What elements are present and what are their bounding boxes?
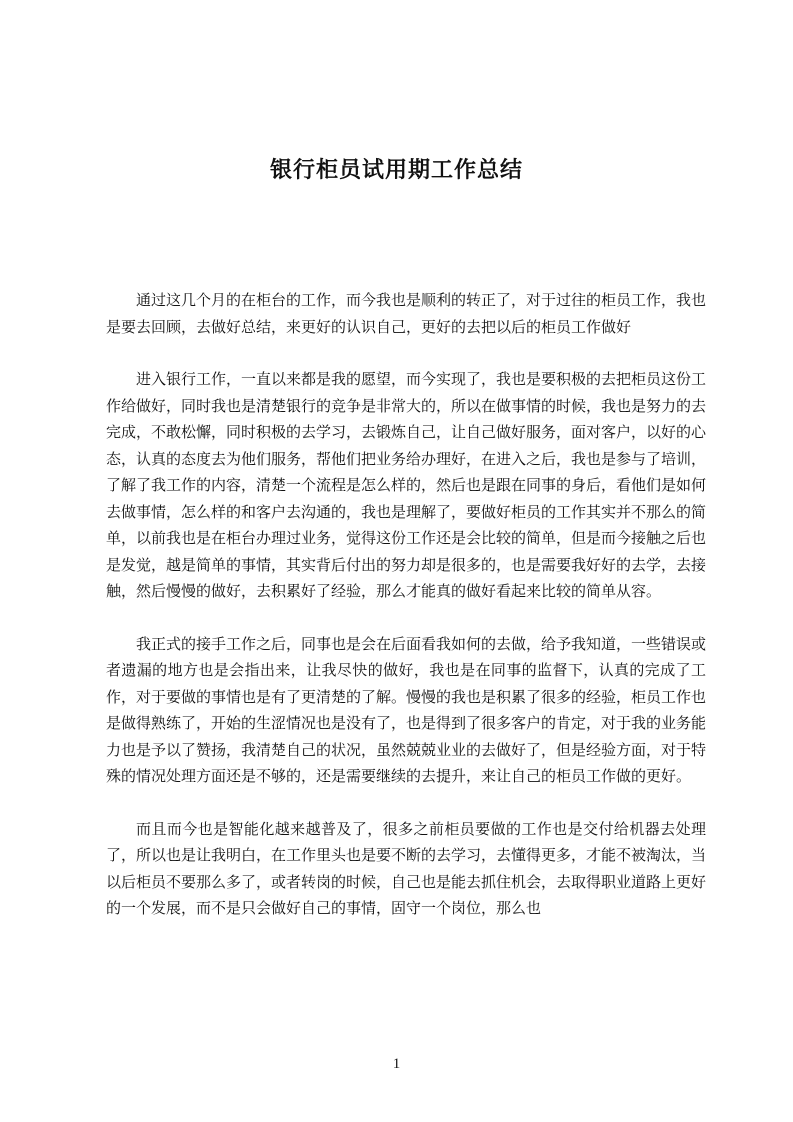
paragraph-intro: 通过这几个月的在柜台的工作，而今我也是顺利的转正了，对于过往的柜员工作，我也是要去回顾，去做好总结，来更好的认识自己，更好的去把以后的柜员工作做好 <box>106 291 707 336</box>
document-body <box>106 287 706 948</box>
paragraph-intelligentization: 而且而今也是智能化越来越普及了，很多之前柜员要做的工作也是交付给机器去处理了，所以也是让我明白，在工作里头也是要不断的去学习，去懂得更多，才能不被淘汰，当以后柜员不要那么多了，或者转岗的时候，自己也是能去抓住机会，去取得职业道路上更好的一个发展，而不是只会做好自己的事情，固守一个岗位，那么也 <box>106 819 707 917</box>
page-number: 1 <box>392 1056 401 1072</box>
page-title: 银行柜员试用期工作总结 <box>269 157 523 183</box>
paragraph-formal-work: 我正式的接手工作之后，同事也是会在后面看我如何的去做，给予我知道，一些错误或者遗漏的地方也是会指出来，让我尽快的做好，我也是在同事的监督下，认真的完成了工作，对于要做的事情也是有了更清楚的了解。慢慢的我也是积累了很多的经验，柜员工作也是做得熟练了，开始的生涩情况也是没有了，也是得到了很多客户的肯定，对于我的业务能力也是予以了赞扬，我清楚自己的状况，虽然兢兢业业的去做好了，但是经验方面，对于特殊的情况处理方面还是不够的，还是需要继续的去提升，来让自己的柜员工作做的更好。 <box>106 634 707 785</box>
paragraph-joining-bank: 进入银行工作，一直以来都是我的愿望，而今实现了，我也是要积极的去把柜员这份工作给做好，同时我也是清楚银行的竞争是非常大的，所以在做事情的时候，我也是努力的去完成，不敢松懈，同时积极的去学习，去锻炼自己，让自己做好服务，面对客户，以好的心态，认真的态度去为他们服务，帮他们把业务给办理好，在进入之后，我也是参与了培训，了解了我工作的内容，清楚一个流程是怎么样的，然后也是跟在同事的身后，看他们是如何去做事情，怎么样的和客户去沟通的，我也是理解了，要做好柜员的工作其实并不那么的简单，以前我也是在柜台办理过业务，觉得这份工作还是会比较的简单，但是而今接触之后也是发觉，越是简单的事情，其实背后付出的努力却是很多的，也是需要我好好的去学，去接触，然后慢慢的做好，去积累好了经验，那么才能真的做好看起来比较的简单从容。 <box>106 370 707 600</box>
